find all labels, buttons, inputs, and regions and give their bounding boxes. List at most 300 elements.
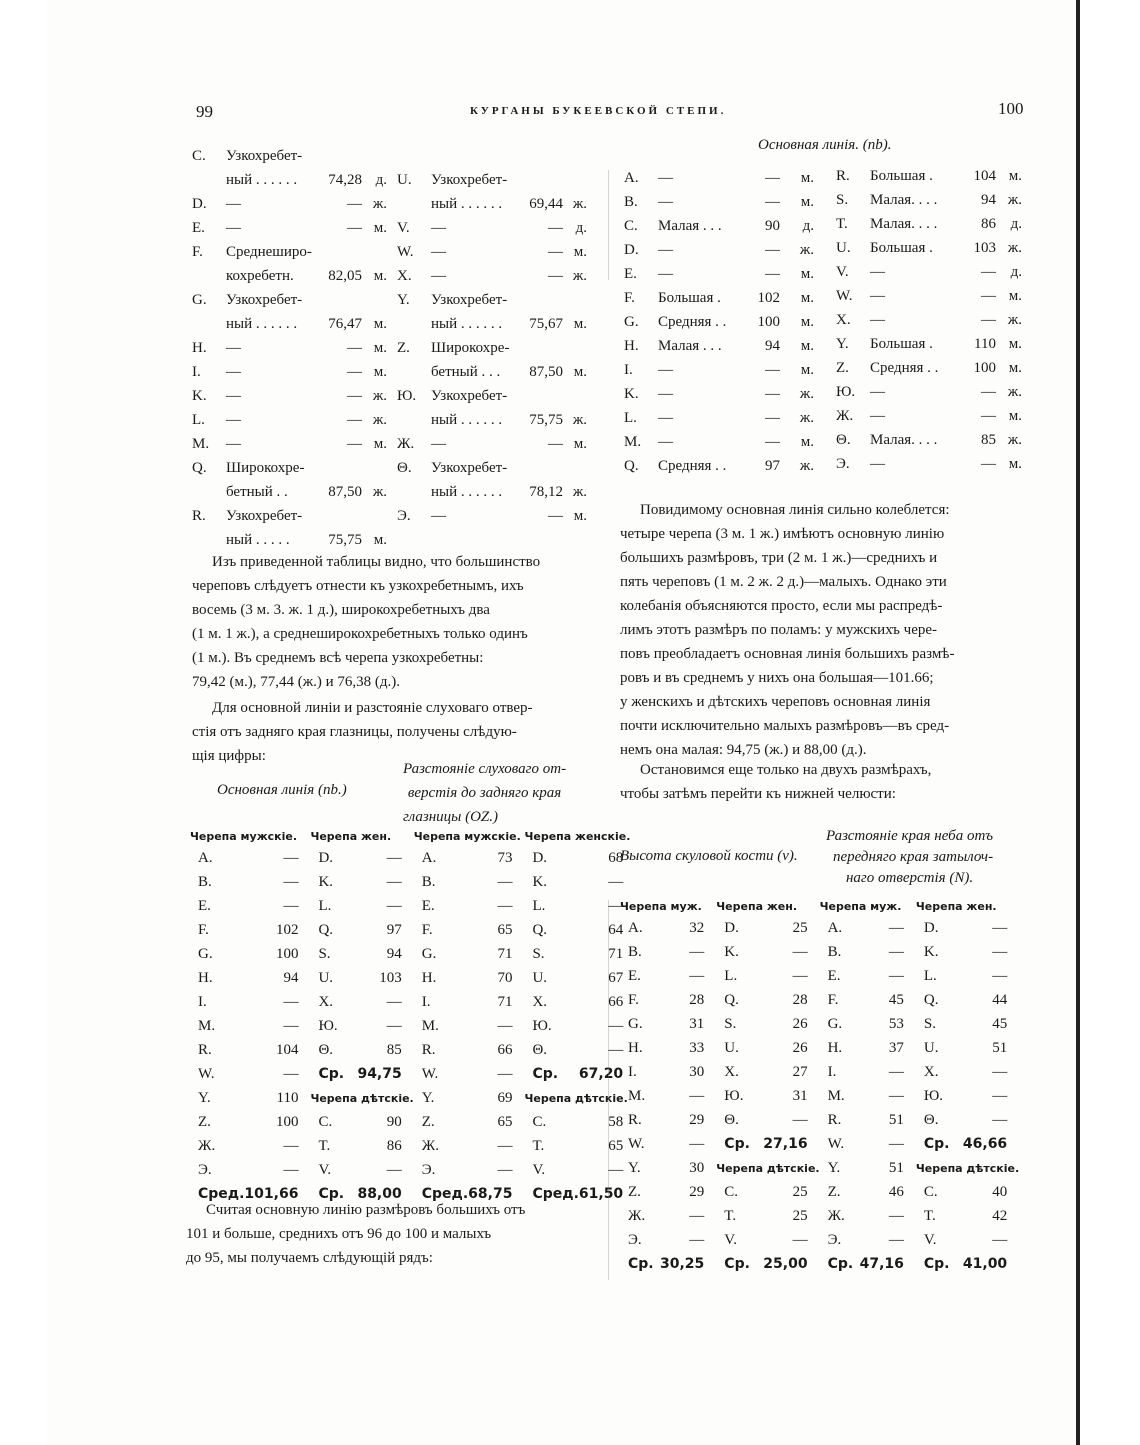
row-letter: U. xyxy=(532,969,548,986)
row-value xyxy=(525,336,563,360)
row-value: 25 xyxy=(792,1183,808,1200)
row-label: — xyxy=(870,456,885,472)
row-label: Малая . . . xyxy=(658,218,722,234)
row-value: 74,28 xyxy=(328,172,362,188)
row-sex: ж. xyxy=(799,410,814,426)
row-letter: W. xyxy=(198,1065,215,1082)
table-row xyxy=(620,1228,1019,1252)
table-row xyxy=(624,358,814,382)
table-row xyxy=(190,1158,635,1182)
row-letter xyxy=(192,312,226,336)
table2-title-right xyxy=(403,757,566,829)
row-sex: д. xyxy=(575,220,587,236)
row-sex: м. xyxy=(1008,360,1022,376)
row-label: — xyxy=(226,220,241,236)
row-value: 73 xyxy=(497,849,513,866)
row-sex xyxy=(362,288,387,312)
text-line: Повидимому основная линія сильно колеблется: xyxy=(640,502,950,518)
table-row xyxy=(192,336,387,360)
row-label: кохребетн. xyxy=(226,268,294,284)
row-value xyxy=(525,456,563,480)
row-letter: B. xyxy=(198,873,212,890)
row-label: — xyxy=(431,244,446,260)
row-letter: Ср. xyxy=(628,1256,654,1272)
row-value: — xyxy=(386,849,402,866)
row-sex: д. xyxy=(802,218,814,234)
row-letter: Ю. xyxy=(923,1087,944,1104)
row-sex: м. xyxy=(573,316,587,332)
row-value: — xyxy=(548,244,563,260)
table-row xyxy=(620,916,1019,940)
table-row xyxy=(836,212,1022,236)
row-letter: H. xyxy=(192,340,207,356)
row-value: — xyxy=(689,943,705,960)
row-value: — xyxy=(981,384,996,400)
row-label: Средняя . . xyxy=(870,360,939,376)
row-label: ный . . . . . . xyxy=(431,316,503,332)
text-line: стія отъ задняго края глазницы, получены слѣдую- xyxy=(192,724,517,740)
row-value: 100 xyxy=(275,1113,299,1130)
row-label: ный . . . . . . xyxy=(226,316,298,332)
row-sex: м. xyxy=(573,436,587,452)
row-value: 87,50 xyxy=(529,364,563,380)
row-value: — xyxy=(689,1231,705,1248)
row-value: 71 xyxy=(497,993,513,1010)
row-value: — xyxy=(689,1135,705,1152)
row-letter: D. xyxy=(724,919,739,936)
table-row xyxy=(397,384,587,408)
text-line: чтобы затѣмъ перейти къ нижней челюсти: xyxy=(620,786,896,802)
row-letter: X. xyxy=(397,268,412,284)
row-letter: Z. xyxy=(421,1113,435,1130)
row-value: — xyxy=(386,1161,402,1178)
row-letter: I. xyxy=(198,993,207,1010)
row-value: 97 xyxy=(386,921,402,938)
row-letter: D. xyxy=(192,196,207,212)
row-letter: Ю. xyxy=(397,388,417,404)
row-letter: Э. xyxy=(198,1161,212,1178)
table-row xyxy=(190,942,635,966)
row-label: Среднеширо- xyxy=(226,244,312,260)
row-value: 40 xyxy=(992,1183,1008,1200)
table-row xyxy=(192,192,387,216)
row-value: — xyxy=(992,1111,1008,1128)
table3-title-right-line: Разстояніе края неба отъ xyxy=(826,828,994,844)
running-title: КУРГАНЫ БУКЕЕВСКОЙ СТЕПИ. xyxy=(470,105,727,117)
row-letter: Q. xyxy=(192,460,207,476)
row-letter: X. xyxy=(318,993,334,1010)
row-value: 85 xyxy=(981,432,996,448)
row-value: 51 xyxy=(992,1039,1008,1056)
table-row xyxy=(624,382,814,406)
row-letter xyxy=(397,312,431,336)
table-row xyxy=(190,1110,635,1134)
table2-title-right-line: верстія до задняго края xyxy=(407,785,562,801)
row-value: 46,66 xyxy=(962,1136,1008,1152)
table-row xyxy=(397,312,587,336)
row-label: Узкохребет- xyxy=(226,292,303,308)
row-label: — xyxy=(226,364,241,380)
row-sex: д. xyxy=(1010,216,1022,232)
row-letter: Ю. xyxy=(318,1017,338,1034)
row-value: — xyxy=(888,1231,904,1248)
row-value: 58 xyxy=(608,1113,624,1130)
row-value: — xyxy=(347,220,362,236)
row-letter: W. xyxy=(421,1065,439,1082)
row-letter: E. xyxy=(624,266,637,282)
row-label: Широкохре- xyxy=(431,340,510,356)
row-sex: ж. xyxy=(799,242,814,258)
row-letter: R. xyxy=(198,1041,212,1058)
row-value: — xyxy=(765,434,780,450)
row-letter: G. xyxy=(421,945,437,962)
row-letter: H. xyxy=(628,1039,643,1056)
row-sex xyxy=(362,504,387,528)
row-letter: G. xyxy=(628,1015,643,1032)
column-header: Черепа жен. xyxy=(716,899,798,913)
row-letter xyxy=(397,480,431,504)
row-letter: A. xyxy=(628,919,643,936)
row-label: — xyxy=(658,194,673,210)
row-label: — xyxy=(431,220,446,236)
row-value: — xyxy=(548,220,563,236)
row-letter: Ю. xyxy=(836,384,856,400)
row-letter: R. xyxy=(192,508,206,524)
row-label: Узкохребет- xyxy=(431,460,508,476)
row-value: — xyxy=(283,849,299,866)
table-row xyxy=(190,846,635,870)
table-row xyxy=(836,284,1022,308)
row-label: Малая. . . . xyxy=(870,216,938,232)
basal-table-title: Основная линія. (nb). xyxy=(758,137,892,153)
row-letter: Ср. xyxy=(318,1066,345,1082)
row-sex: ж. xyxy=(372,412,387,428)
row-letter: F. xyxy=(624,290,635,306)
row-value: 68 xyxy=(608,849,624,866)
row-letter: H. xyxy=(624,338,639,354)
row-label: — xyxy=(870,288,885,304)
table-header-row xyxy=(190,826,635,846)
row-value: 110 xyxy=(276,1089,299,1106)
row-letter: T. xyxy=(724,1207,737,1224)
row-value: — xyxy=(283,873,299,890)
row-label: — xyxy=(658,410,673,426)
row-value: 42 xyxy=(992,1207,1008,1224)
table-row xyxy=(620,1204,1019,1228)
column-header: Черепа муж. xyxy=(620,899,702,913)
row-sex: м. xyxy=(1008,336,1022,352)
row-letter: M. xyxy=(192,436,210,452)
text-line: 79,42 (м.), 77,44 (ж.) и 76,38 (д.). xyxy=(192,674,400,690)
text-line: почти исключительно малыхъ размѣровъ—въ сред- xyxy=(620,718,950,734)
row-letter: Z. xyxy=(628,1183,641,1200)
paragraph-ridge-summary xyxy=(192,550,598,694)
row-label: — xyxy=(658,170,673,186)
row-label: — xyxy=(226,388,241,404)
row-letter: Z. xyxy=(836,360,849,376)
row-letter: C. xyxy=(192,148,206,164)
row-letter xyxy=(192,168,226,192)
row-letter: X. xyxy=(923,1063,939,1080)
row-label: — xyxy=(431,508,446,524)
table-row xyxy=(192,456,387,480)
row-value: 46 xyxy=(888,1183,904,1200)
row-value: — xyxy=(283,993,299,1010)
table-row xyxy=(397,432,587,456)
table3-title-right-line: передняго края затылоч- xyxy=(832,849,994,865)
table-row xyxy=(190,990,635,1014)
row-letter: Ж. xyxy=(397,436,415,452)
row-label: — xyxy=(226,412,241,428)
row-sex xyxy=(362,456,387,480)
row-letter xyxy=(192,528,226,552)
row-value: 101,66 xyxy=(244,1186,299,1202)
table2-title-right-line: глазницы (OZ.) xyxy=(403,809,498,825)
row-value: 33 xyxy=(689,1039,705,1056)
text-line: большихъ размѣровъ, три (2 м. 1 ж.)—среднихъ и xyxy=(620,550,938,566)
column-header: Черепа жен. xyxy=(915,899,997,913)
row-value: 53 xyxy=(888,1015,904,1032)
text-line: повъ преобладаетъ основная линія большихъ размѣ- xyxy=(620,646,955,662)
row-value: 41,00 xyxy=(962,1256,1008,1272)
table-row xyxy=(836,188,1022,212)
row-sex: д. xyxy=(1010,264,1022,280)
table-row xyxy=(397,480,587,504)
row-letter: I. xyxy=(628,1063,637,1080)
paragraph-size-classes xyxy=(186,1198,598,1270)
row-value: — xyxy=(497,1137,513,1154)
table-row xyxy=(192,408,387,432)
row-value: — xyxy=(992,1087,1008,1104)
row-letter: Q. xyxy=(923,991,939,1008)
row-value: 103 xyxy=(973,240,996,256)
table-row xyxy=(620,1132,1019,1156)
row-letter: U. xyxy=(724,1039,739,1056)
row-value: 86 xyxy=(981,216,996,232)
row-value xyxy=(320,144,362,168)
table-row xyxy=(192,312,387,336)
row-sex: ж. xyxy=(572,268,587,284)
row-label: — xyxy=(658,266,673,282)
row-letter: Сред. xyxy=(421,1186,469,1202)
row-letter: M. xyxy=(827,1087,845,1104)
row-value: — xyxy=(347,196,362,212)
text-line: Для основной линіи и разстояніе слуховаго отвер- xyxy=(212,700,533,716)
row-sex: м. xyxy=(800,290,814,306)
row-label: Узкохребет- xyxy=(226,508,303,524)
row-letter: Z. xyxy=(397,340,410,356)
row-value: 94 xyxy=(283,969,299,986)
row-label: бетный . . xyxy=(226,484,288,500)
row-label: Широкохре- xyxy=(226,460,305,476)
row-label: ный . . . . . . xyxy=(226,172,298,188)
row-value: — xyxy=(608,1017,624,1034)
row-label: ный . . . . . . xyxy=(431,196,503,212)
row-value: — xyxy=(548,508,563,524)
row-sex: ж. xyxy=(572,412,587,428)
table-row xyxy=(397,168,587,192)
row-letter: T. xyxy=(836,216,848,232)
row-letter: B. xyxy=(421,873,436,890)
row-value: — xyxy=(497,1161,513,1178)
row-sex xyxy=(563,168,587,192)
row-letter: H. xyxy=(421,969,437,986)
row-value: — xyxy=(765,242,780,258)
row-value: — xyxy=(765,362,780,378)
row-letter: F. xyxy=(827,991,839,1008)
row-letter: C. xyxy=(532,1113,547,1130)
row-letter: E. xyxy=(628,967,641,984)
table-row xyxy=(836,332,1022,356)
row-letter: L. xyxy=(724,967,738,984)
table-row xyxy=(620,1012,1019,1036)
row-sex: м. xyxy=(573,508,587,524)
row-sex: ж. xyxy=(1007,240,1022,256)
row-sex: ж. xyxy=(372,388,387,404)
row-letter: Θ. xyxy=(532,1041,548,1058)
row-letter: Ю. xyxy=(532,1017,552,1034)
row-value: — xyxy=(497,873,513,890)
table-row xyxy=(192,432,387,456)
row-sex: ж. xyxy=(799,458,814,474)
subgroup-header: Черепа дѣтскіе. xyxy=(716,1161,820,1175)
row-letter: Ср. xyxy=(923,1136,950,1152)
row-label: — xyxy=(870,312,885,328)
row-label: Большая . xyxy=(870,336,933,352)
row-sex: м. xyxy=(373,220,387,236)
row-letter: K. xyxy=(318,873,334,890)
row-sex: ж. xyxy=(1007,312,1022,328)
row-value: — xyxy=(888,1135,904,1152)
subgroup-header: Черепа дѣтскіе. xyxy=(524,1091,628,1105)
table-row xyxy=(397,504,587,528)
row-value: 44 xyxy=(992,991,1008,1008)
row-value: — xyxy=(386,873,402,890)
row-letter: M. xyxy=(198,1017,216,1034)
row-value: 90 xyxy=(386,1113,402,1130)
table-row xyxy=(397,192,587,216)
basal-table-left xyxy=(624,166,814,478)
table-header-row xyxy=(620,896,1019,916)
table-row xyxy=(397,336,587,360)
row-letter: R. xyxy=(827,1111,842,1128)
row-value: — xyxy=(888,967,904,984)
page-number-right: 100 xyxy=(998,99,1024,118)
row-letter: D. xyxy=(318,849,334,866)
column-rule xyxy=(608,900,609,1280)
column-header: Черепа мужскіе. xyxy=(190,829,298,843)
row-letter xyxy=(397,360,431,384)
table-row xyxy=(192,240,387,264)
row-letter: Q. xyxy=(724,991,739,1008)
row-letter: I. xyxy=(827,1063,837,1080)
table-row xyxy=(192,144,387,168)
row-sex: м. xyxy=(1008,408,1022,424)
table-row xyxy=(836,380,1022,404)
row-value: — xyxy=(765,194,780,210)
table-row xyxy=(624,214,814,238)
row-value: — xyxy=(765,386,780,402)
row-value: 64 xyxy=(608,921,624,938)
row-label: — xyxy=(431,436,446,452)
table2-title-right-line: Разстояніе слуховаго от- xyxy=(403,761,567,777)
row-sex xyxy=(563,336,587,360)
row-value: 94 xyxy=(765,338,780,354)
row-letter: V. xyxy=(532,1161,546,1178)
row-value: — xyxy=(888,943,904,960)
row-value: 94 xyxy=(386,945,402,962)
table-row xyxy=(397,264,587,288)
table-row xyxy=(620,1156,1019,1180)
row-sex: ж. xyxy=(1007,432,1022,448)
row-letter: D. xyxy=(624,242,639,258)
table-row xyxy=(190,894,635,918)
table-row xyxy=(190,1086,635,1110)
row-letter: Э. xyxy=(628,1231,642,1248)
row-value: 65 xyxy=(608,1137,624,1154)
row-value: — xyxy=(792,943,808,960)
row-sex: м. xyxy=(373,364,387,380)
row-letter: Θ. xyxy=(724,1111,739,1128)
table-row xyxy=(397,288,587,312)
row-label: Малая. . . . xyxy=(870,432,938,448)
text-line: четыре черепа (3 м. 1 ж.) имѣютъ основную линію xyxy=(620,526,945,542)
row-letter: M. xyxy=(624,434,642,450)
row-value: 90 xyxy=(765,218,780,234)
row-value: — xyxy=(765,266,780,282)
row-value: 94,75 xyxy=(357,1066,402,1082)
row-value: 29 xyxy=(689,1111,705,1128)
row-letter: Ж. xyxy=(421,1137,439,1154)
ridge-table-left xyxy=(192,144,387,552)
row-value xyxy=(320,456,362,480)
row-value: 51 xyxy=(888,1159,904,1176)
table-row xyxy=(190,1134,635,1158)
table-row xyxy=(190,1062,635,1086)
row-letter: B. xyxy=(827,943,842,960)
row-value: — xyxy=(283,1161,299,1178)
row-letter: G. xyxy=(624,314,639,330)
row-sex: м. xyxy=(573,244,587,260)
table-row xyxy=(836,428,1022,452)
row-value: 104 xyxy=(275,1041,299,1058)
row-label: Большая . xyxy=(658,290,721,306)
row-letter: F. xyxy=(192,244,203,260)
row-letter: X. xyxy=(836,312,851,328)
row-letter: E. xyxy=(192,220,205,236)
row-letter: B. xyxy=(628,943,642,960)
row-letter: T. xyxy=(923,1207,936,1224)
row-letter: F. xyxy=(421,921,433,938)
row-value: 30 xyxy=(689,1159,705,1176)
row-value: 30 xyxy=(689,1063,705,1080)
row-letter: W. xyxy=(628,1135,645,1152)
row-letter: U. xyxy=(318,969,334,986)
row-value: — xyxy=(765,410,780,426)
table-row xyxy=(836,164,1022,188)
row-letter: R. xyxy=(421,1041,436,1058)
row-letter: Θ. xyxy=(923,1111,939,1128)
row-letter: V. xyxy=(318,1161,332,1178)
row-label: Узкохребет- xyxy=(431,292,508,308)
row-sex: м. xyxy=(800,194,814,210)
table-row xyxy=(620,1036,1019,1060)
row-value: 47,16 xyxy=(859,1256,904,1272)
row-label: — xyxy=(870,408,885,424)
row-value: — xyxy=(792,967,808,984)
row-letter: V. xyxy=(836,264,849,280)
row-value: — xyxy=(347,388,362,404)
